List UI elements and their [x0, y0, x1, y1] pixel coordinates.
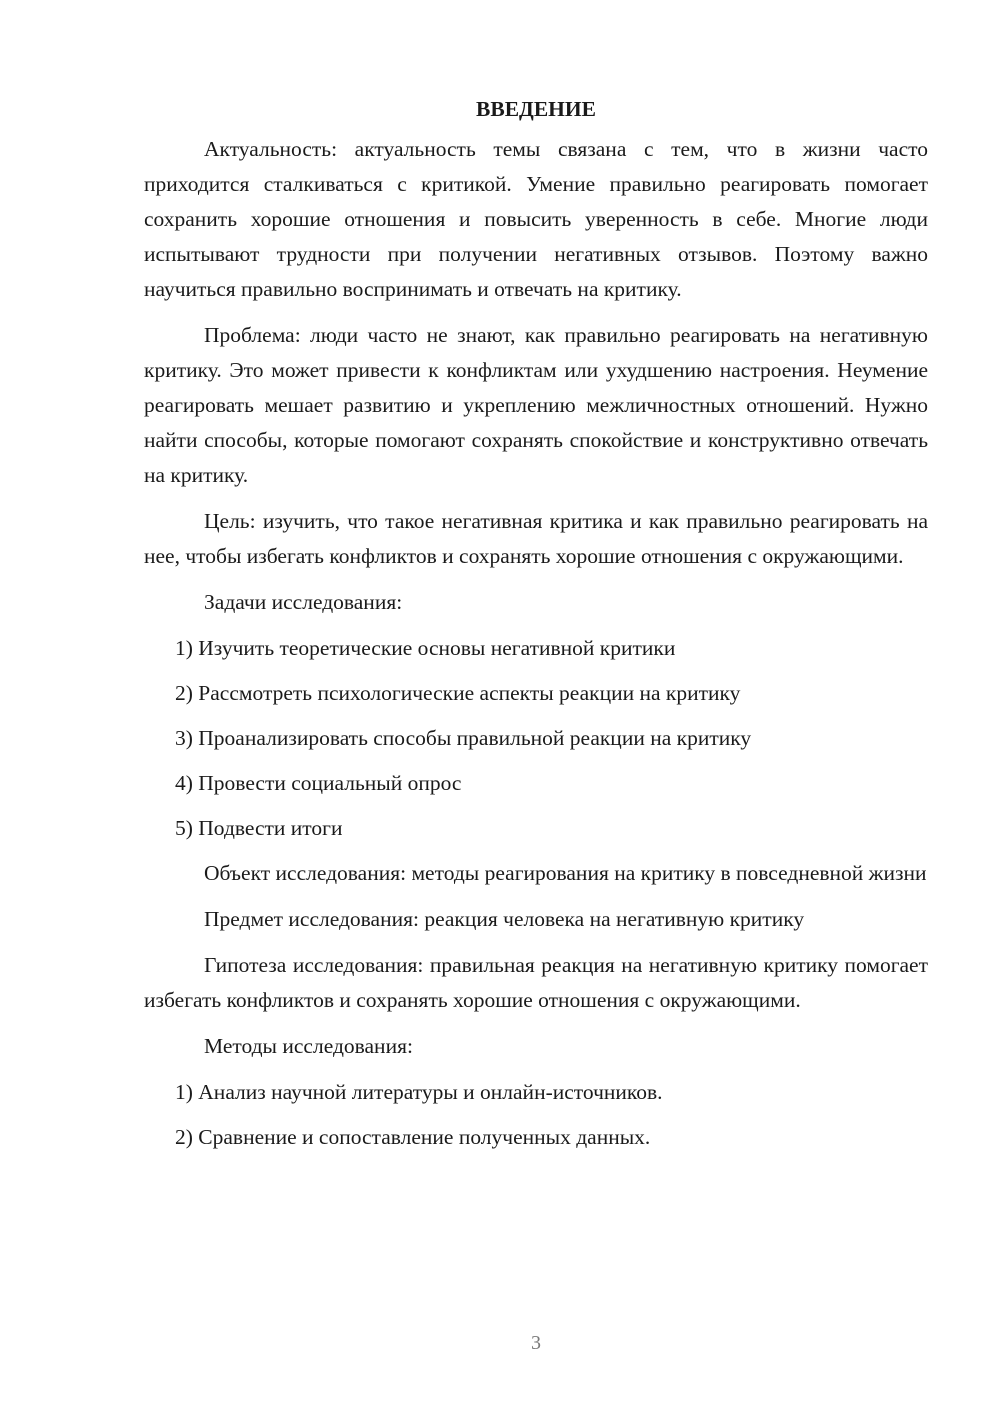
- object-paragraph: Объект исследования: методы реагирования на критику в повседневной жизни: [204, 861, 927, 885]
- document-page: [144, 92, 928, 1165]
- section-title: ВВЕДЕНИЕ: [476, 97, 596, 121]
- subject-paragraph: Предмет исследования: реакция человека на негативную критику: [204, 907, 805, 931]
- task-item-2: 2) Рассмотреть психологические аспекты реакции на критику: [175, 681, 741, 705]
- task-item-1: 1) Изучить теоретические основы негативной критики: [175, 636, 676, 660]
- method-item-2: 2) Сравнение и сопоставление полученных данных.: [175, 1125, 651, 1149]
- hypothesis-paragraph: Гипотеза исследования: правильная реакция на негативную критику помогает избегать конфликтов и сохранять хорошие отношения с окружающими.: [144, 953, 928, 1012]
- relevance-paragraph: Актуальность: актуальность темы связана с тем, что в жизни часто приходится сталкиваться с критикой. Умение правильно реагировать помогает сохранить хорошие отношения и повысить уверенность в себе. Многие люди испытывают трудности при получении негативных отзывов. Поэтому важно научиться правильно воспринимать и отвечать на критику.: [144, 137, 928, 301]
- page-number: 3: [531, 1332, 541, 1354]
- task-item-4: 4) Провести социальный опрос: [175, 771, 462, 795]
- methods-heading: Методы исследования:: [204, 1034, 413, 1058]
- tasks-heading: Задачи исследования:: [204, 590, 403, 614]
- methods-list: [144, 1075, 928, 1155]
- method-item-1: 1) Анализ научной литературы и онлайн-источников.: [175, 1080, 663, 1104]
- task-item-3: 3) Проанализировать способы правильной реакции на критику: [175, 726, 752, 750]
- goal-paragraph: Цель: изучить, что такое негативная критика и как правильно реагировать на нее, чтобы избегать конфликтов и сохранять хорошие отношения с окружающими.: [144, 509, 928, 568]
- problem-paragraph: Проблема: люди часто не знают, как правильно реагировать на негативную критику. Это может привести к конфликтам или ухудшению настроения. Неумение реагировать мешает развитию и укреплению межличностных отношений. Нужно найти способы, которые помогают сохранять спокойствие и конструктивно отвечать на критику.: [144, 323, 928, 487]
- tasks-list: [144, 631, 928, 846]
- task-item-5: 5) Подвести итоги: [175, 816, 343, 840]
